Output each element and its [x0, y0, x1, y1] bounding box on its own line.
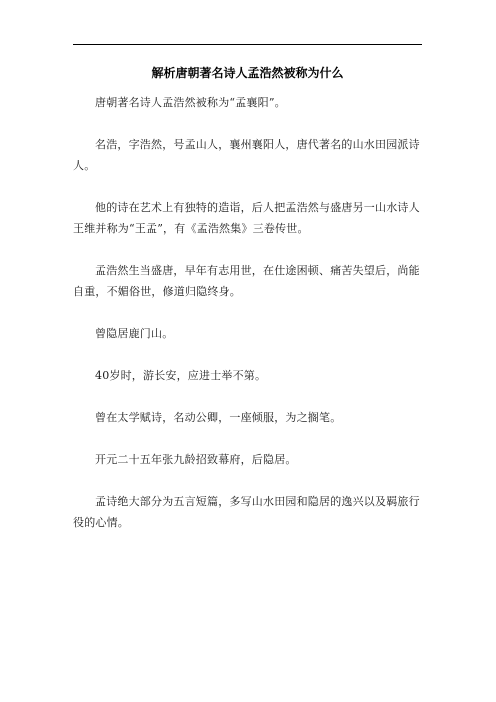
paragraph-6: 40岁时，游长安，应进士举不第。: [95, 369, 267, 382]
paragraph-1: 唐朝著名诗人孟浩然被称为“孟襄阳”。: [95, 96, 286, 109]
paragraph-8: 开元二十五年张九龄招致幕府，后隐居。: [95, 453, 297, 466]
paragraph-2: 名浩，字浩然，号孟山人，襄州襄阳人，唐代著名的山水田园派诗人。: [73, 138, 420, 172]
paragraph-5: 曾隐居鹿门山。: [95, 327, 174, 340]
paragraph-4: 孟浩然生当盛唐，早年有志用世，在仕途困顿、痛苦失望后，尚能自重，不媚俗世，修道归隐终身。: [73, 264, 420, 298]
document-body: [73, 92, 425, 554]
paragraph-7: 曾在太学赋诗，名动公卿，一座倾服，为之搁笔。: [95, 411, 342, 424]
document-title: 解析唐朝著名诗人孟浩然被称为什么: [151, 66, 344, 80]
paragraph-9: 孟诗绝大部分为五言短篇，多写山水田园和隐居的逸兴以及羁旅行役的心情。: [73, 495, 420, 529]
paragraph-3: 他的诗在艺术上有独特的造诣，后人把孟浩然与盛唐另一山水诗人王维并称为“王孟”，有《孟浩然集》三卷传世。: [73, 201, 420, 235]
header-rule: [73, 44, 422, 45]
